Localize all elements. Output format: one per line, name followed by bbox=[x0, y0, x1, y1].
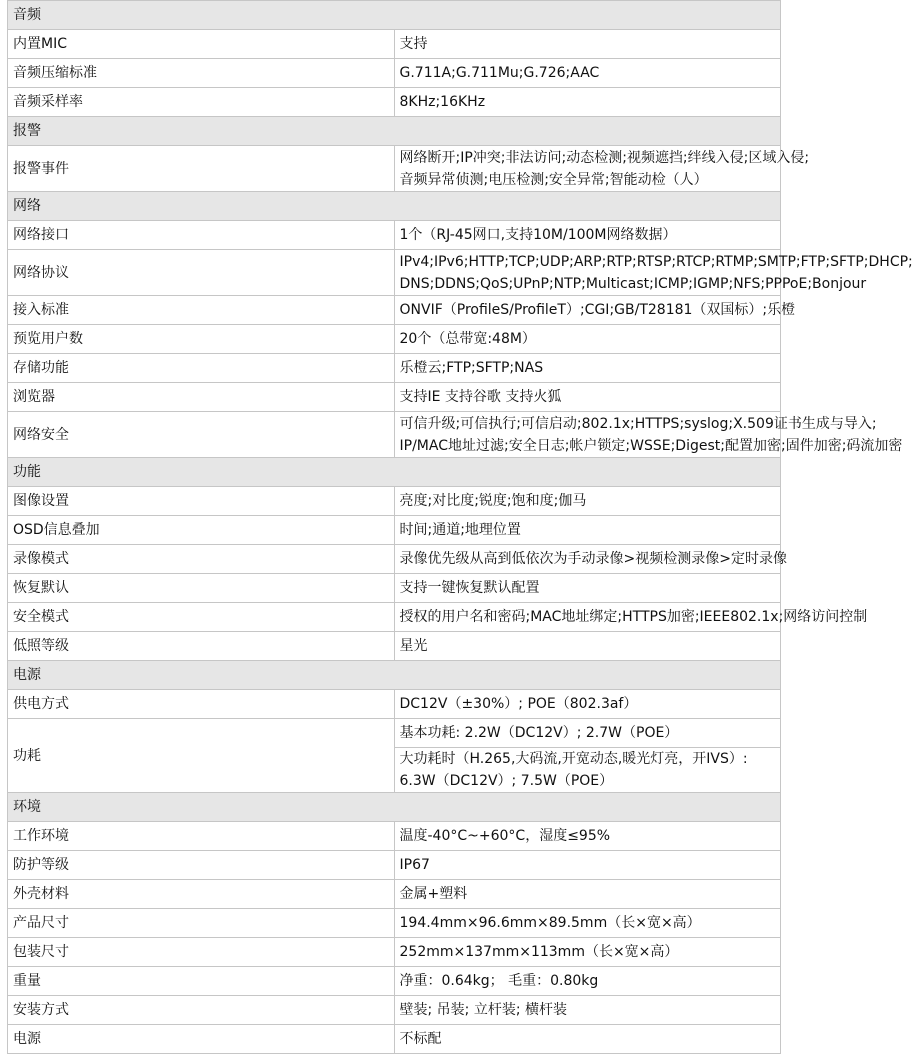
spec-value-line: IP/MAC地址过滤;安全日志;帐户锁定;WSSE;Digest;配置加密;固件加密;码流加密 bbox=[399, 437, 903, 454]
spec-key: 浏览器 bbox=[8, 383, 395, 412]
spec-value-line: 网络断开;IP冲突;非法访问;动态检测;视频遮挡;绊线入侵;区域入侵; bbox=[399, 149, 810, 166]
spec-value-line: 星光 bbox=[399, 638, 428, 654]
spec-value-line: 支持一键恢复默认配置 bbox=[399, 580, 540, 596]
spec-value bbox=[394, 325, 781, 354]
spec-key: 防护等级 bbox=[8, 851, 395, 880]
spec-row bbox=[8, 1025, 781, 1054]
spec-row bbox=[8, 938, 781, 967]
spec-row bbox=[8, 719, 781, 748]
spec-row bbox=[8, 296, 781, 325]
spec-value-line: 授权的用户名和密码;MAC地址绑定;HTTPS加密;IEEE802.1x;网络访问控制 bbox=[399, 609, 868, 625]
spec-value-line: 252mm×137mm×113mm（长×宽×高） bbox=[399, 944, 679, 960]
spec-value bbox=[394, 296, 796, 325]
spec-value-line: IPv4;IPv6;HTTP;TCP;UDP;ARP;RTP;RTSP;RTCP;RTMP;SMTP;FTP;SFTP;DHCP; bbox=[399, 253, 913, 270]
spec-key: 网络安全 bbox=[8, 412, 395, 458]
spec-value bbox=[394, 851, 781, 880]
section-header-row bbox=[8, 1, 781, 30]
spec-row bbox=[8, 967, 781, 996]
spec-value-line: 金属+塑料 bbox=[399, 886, 468, 902]
spec-key: 报警事件 bbox=[8, 146, 395, 192]
spec-value bbox=[394, 574, 781, 603]
spec-value-line: IP67 bbox=[399, 857, 430, 873]
spec-row bbox=[8, 690, 781, 719]
spec-value bbox=[394, 516, 781, 545]
spec-value-line: 支持IE 支持谷歌 支持火狐 bbox=[399, 389, 562, 405]
spec-row bbox=[8, 996, 781, 1025]
spec-key: 接入标准 bbox=[8, 296, 395, 325]
spec-table-body bbox=[8, 1, 913, 1054]
section-title: 环境 bbox=[8, 793, 781, 822]
spec-key: 录像模式 bbox=[8, 545, 395, 574]
spec-value-line: ONVIF（ProfileS/ProfileT）;CGI;GB/T28181（双国标）;乐橙 bbox=[399, 302, 796, 318]
spec-row bbox=[8, 325, 781, 354]
spec-key: 重量 bbox=[8, 967, 395, 996]
spec-value-line: 乐橙云;FTP;SFTP;NAS bbox=[399, 360, 544, 376]
spec-value bbox=[394, 412, 903, 458]
spec-key: 恢复默认 bbox=[8, 574, 395, 603]
spec-value-line: 194.4mm×96.6mm×89.5mm（长×宽×高） bbox=[399, 915, 701, 931]
spec-value bbox=[394, 632, 781, 661]
spec-value bbox=[394, 909, 781, 938]
spec-key: 功耗 bbox=[8, 719, 395, 793]
spec-key: 电源 bbox=[8, 1025, 395, 1054]
spec-key: 网络接口 bbox=[8, 221, 395, 250]
spec-key: OSD信息叠加 bbox=[8, 516, 395, 545]
spec-value bbox=[394, 938, 781, 967]
spec-value bbox=[394, 59, 781, 88]
spec-value bbox=[394, 487, 781, 516]
spec-value-line: 20个（总带宽:48M） bbox=[399, 331, 536, 347]
spec-value bbox=[394, 221, 781, 250]
spec-row bbox=[8, 146, 781, 192]
spec-value-line: 录像优先级从高到低依次为手动录像>视频检测录像>定时录像 bbox=[399, 551, 787, 567]
spec-row bbox=[8, 880, 781, 909]
spec-value: 大功耗时（H.265,大码流,开宽动态,暖光灯亮，开IVS）: 6.3W（DC12V）; 7.5W（POE） bbox=[394, 748, 781, 793]
spec-value bbox=[394, 88, 781, 117]
spec-key: 供电方式 bbox=[8, 690, 395, 719]
spec-key: 音频压缩标准 bbox=[8, 59, 395, 88]
spec-value-line: 净重：0.64kg； 毛重：0.80kg bbox=[399, 973, 599, 989]
spec-value-line: 1个（RJ-45网口,支持10M/100M网络数据） bbox=[399, 227, 677, 243]
spec-value bbox=[394, 690, 781, 719]
spec-value-line: 音频异常侦测;电压检测;安全异常;智能动检（人） bbox=[399, 171, 708, 188]
spec-row bbox=[8, 632, 781, 661]
spec-value bbox=[394, 822, 781, 851]
spec-value bbox=[394, 967, 781, 996]
spec-key: 安装方式 bbox=[8, 996, 395, 1025]
spec-value bbox=[394, 603, 868, 632]
spec-key: 包装尺寸 bbox=[8, 938, 395, 967]
spec-row bbox=[8, 88, 781, 117]
section-header-row bbox=[8, 793, 781, 822]
spec-value-line: 壁装; 吊装; 立杆装; 横杆装 bbox=[399, 1002, 568, 1018]
spec-row bbox=[8, 59, 781, 88]
spec-value-line: 不标配 bbox=[399, 1031, 442, 1047]
spec-key: 预览用户数 bbox=[8, 325, 395, 354]
spec-key: 低照等级 bbox=[8, 632, 395, 661]
spec-row bbox=[8, 822, 781, 851]
spec-value bbox=[394, 545, 787, 574]
spec-row bbox=[8, 221, 781, 250]
spec-value bbox=[394, 250, 913, 296]
spec-table bbox=[7, 0, 913, 1054]
spec-value bbox=[394, 1025, 781, 1054]
section-title: 音频 bbox=[8, 1, 781, 30]
spec-row bbox=[8, 545, 781, 574]
spec-key: 网络协议 bbox=[8, 250, 395, 296]
section-header-row bbox=[8, 661, 781, 690]
spec-value-line: 亮度;对比度;锐度;饱和度;伽马 bbox=[399, 493, 587, 509]
spec-value bbox=[394, 146, 810, 192]
spec-value bbox=[394, 880, 781, 909]
spec-row bbox=[8, 250, 781, 296]
spec-row bbox=[8, 574, 781, 603]
spec-value bbox=[394, 354, 781, 383]
section-title: 电源 bbox=[8, 661, 781, 690]
spec-value bbox=[394, 996, 781, 1025]
section-header-row bbox=[8, 458, 781, 487]
spec-row bbox=[8, 909, 781, 938]
spec-value-line: 时间;通道;地理位置 bbox=[399, 522, 521, 538]
spec-key: 外壳材料 bbox=[8, 880, 395, 909]
spec-value-line: G.711A;G.711Mu;G.726;AAC bbox=[399, 65, 600, 81]
spec-value: 基本功耗: 2.2W（DC12V）; 2.7W（POE） bbox=[394, 719, 781, 748]
section-title: 报警 bbox=[8, 117, 781, 146]
spec-row bbox=[8, 383, 781, 412]
spec-row bbox=[8, 354, 781, 383]
section-header-row bbox=[8, 192, 781, 221]
spec-value bbox=[394, 383, 781, 412]
spec-row bbox=[8, 30, 781, 59]
spec-key: 存储功能 bbox=[8, 354, 395, 383]
spec-value-line: 支持 bbox=[399, 36, 428, 52]
spec-key: 图像设置 bbox=[8, 487, 395, 516]
spec-key: 安全模式 bbox=[8, 603, 395, 632]
section-header-row bbox=[8, 117, 781, 146]
spec-row bbox=[8, 851, 781, 880]
spec-key: 音频采样率 bbox=[8, 88, 395, 117]
spec-value-line: 温度-40°C~+60°C，湿度≤95% bbox=[399, 828, 611, 844]
section-title: 功能 bbox=[8, 458, 781, 487]
section-title: 网络 bbox=[8, 192, 781, 221]
spec-row bbox=[8, 487, 781, 516]
spec-row bbox=[8, 412, 781, 458]
spec-value-line: 8KHz;16KHz bbox=[399, 94, 486, 110]
spec-value-line: DNS;DDNS;QoS;UPnP;NTP;Multicast;ICMP;IGMP;NFS;PPPoE;Bonjour bbox=[399, 275, 867, 292]
spec-key: 内置MIC bbox=[8, 30, 395, 59]
spec-value-line: DC12V（±30%）; POE（802.3af） bbox=[399, 696, 638, 712]
spec-row bbox=[8, 603, 781, 632]
spec-value-line: 可信升级;可信执行;可信启动;802.1x;HTTPS;syslog;X.509证书生成与导入; bbox=[399, 415, 877, 432]
spec-value bbox=[394, 30, 781, 59]
spec-key: 工作环境 bbox=[8, 822, 395, 851]
spec-key: 产品尺寸 bbox=[8, 909, 395, 938]
spec-row bbox=[8, 516, 781, 545]
